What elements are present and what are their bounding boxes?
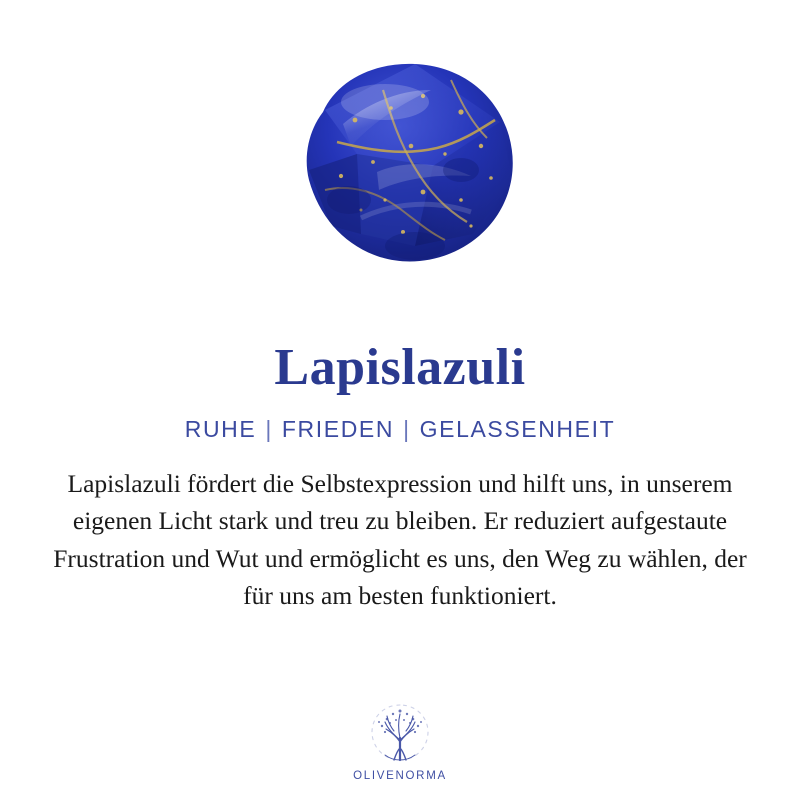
keyword-1: RUHE [184, 416, 257, 442]
lapis-lazuli-stone-image [265, 50, 535, 270]
brand-name: OLIVENORMA [353, 770, 447, 782]
description-text: Lapislazuli fördert die Selbstexpression und hilft uns, in unserem eigenen Licht stark und treu zu bleiben. Er reduziert aufgestaute Frustration und Wut und ermöglicht es uns, den Weg zu wählen, der für uns am besten funktioniert. [53, 469, 747, 611]
stone-image-area [0, 0, 800, 320]
keyword-2: FRIEDEN [281, 416, 395, 442]
keyword-list [185, 416, 615, 443]
keyword-separator-1: | [265, 416, 273, 442]
lapis-lazuli-illustration [265, 50, 535, 270]
page-title: Lapislazuli [274, 339, 526, 396]
keyword-3: GELASSENHEIT [419, 416, 616, 442]
tree-of-life-icon [363, 698, 437, 768]
brand-logo [0, 698, 800, 782]
keyword-separator-2: | [403, 416, 411, 442]
